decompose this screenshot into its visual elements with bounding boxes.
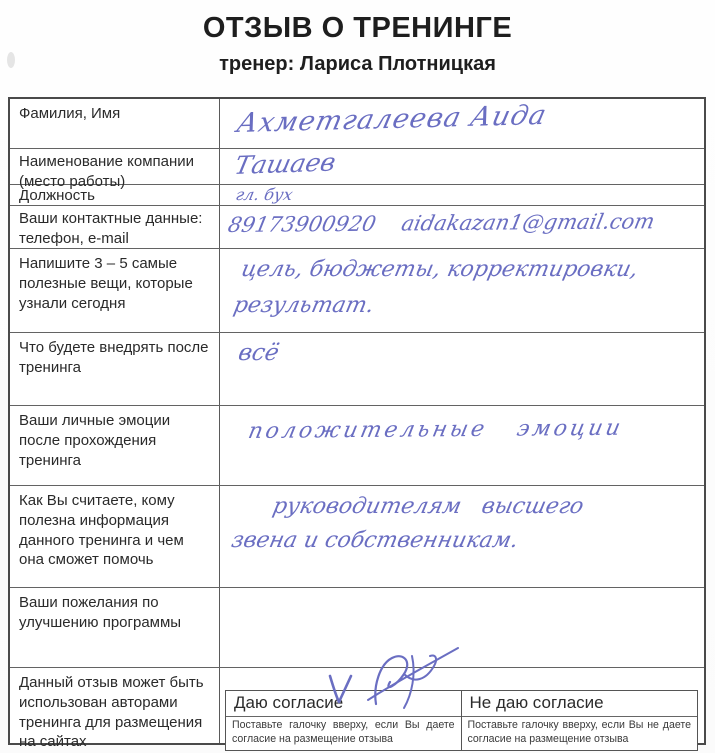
handwritten-email: aidakazan1@gmail.com bbox=[399, 209, 657, 236]
row-wishes bbox=[10, 587, 704, 667]
answer-name-cell bbox=[220, 99, 704, 148]
label-implement: Что будете внедрять после тренинга bbox=[10, 333, 220, 405]
label-consent: Данный отзыв может быть использован авторами тренинга для размещения на сайтах bbox=[10, 668, 220, 743]
consent-disagree-column bbox=[462, 691, 698, 750]
label-emotions: Ваши личные эмоции после прохождения тренинга bbox=[10, 406, 220, 485]
row-useful-things bbox=[10, 248, 704, 332]
handwritten-position: гл. бух bbox=[234, 185, 295, 204]
handwritten-who-benefits bbox=[220, 490, 587, 558]
label-wishes: Ваши пожелания по улучшению программы bbox=[10, 588, 220, 667]
answer-position-cell bbox=[220, 185, 704, 205]
consent-table bbox=[225, 690, 698, 751]
row-contacts bbox=[10, 205, 704, 248]
label-who-benefits: Как Вы считаете, кому полезна информация данного тренинга и чем она сможет помочь bbox=[10, 486, 220, 587]
handwritten-name: Ахметгалеева Аида bbox=[234, 99, 550, 139]
row-position bbox=[10, 184, 704, 205]
answer-useful-things-cell bbox=[220, 249, 704, 332]
consent-agree-note: Поставьте галочку вверху, если Вы даете согласие на размещение отзыва bbox=[232, 719, 455, 745]
row-emotions bbox=[10, 405, 704, 485]
form-title: ОТЗЫВ О ТРЕНИНГЕ bbox=[202, 12, 513, 44]
answer-who-benefits-cell bbox=[220, 486, 704, 587]
label-useful-things: Напишите 3 – 5 самые полезные вещи, которые узнали сегодня bbox=[10, 249, 220, 332]
handwritten-line: результат. bbox=[231, 293, 377, 318]
row-name bbox=[10, 99, 704, 148]
row-who-benefits bbox=[10, 485, 704, 587]
label-company: Наименование компании (место работы) bbox=[10, 149, 220, 184]
answer-wishes-cell bbox=[220, 588, 704, 667]
consent-disagree-note: Поставьте галочку вверху, если Вы не даете согласие на размещение отзыва bbox=[467, 719, 691, 745]
consent-agree-column bbox=[226, 691, 462, 750]
handwritten-contacts bbox=[226, 209, 657, 237]
answer-implement-cell bbox=[220, 333, 704, 405]
label-contacts: Ваши контактные данные: телефон, e-mail bbox=[10, 206, 220, 248]
label-position: Должность bbox=[10, 185, 220, 205]
row-consent bbox=[10, 667, 704, 751]
row-implement bbox=[10, 332, 704, 405]
handwritten-line: цель, бюджеты, корректировки, bbox=[238, 257, 641, 282]
feedback-table bbox=[8, 97, 706, 751]
consent-cell bbox=[220, 668, 704, 743]
answer-company-cell bbox=[220, 149, 704, 184]
consent-agree-label: Даю согласие bbox=[226, 691, 461, 717]
handwritten-implement: всё bbox=[236, 340, 282, 366]
handwritten-phone: 89173900920 bbox=[226, 211, 379, 237]
handwritten-emotions: положительные эмоции bbox=[246, 415, 626, 444]
document-header bbox=[0, 0, 715, 76]
row-company bbox=[10, 147, 704, 190]
answer-contacts-cell bbox=[220, 206, 704, 248]
consent-disagree-label: Не даю согласие bbox=[462, 691, 698, 717]
handwritten-line: руководителям высшего bbox=[270, 494, 586, 519]
handwritten-line: звена и собственникам. bbox=[229, 528, 521, 553]
scan-smudge bbox=[7, 52, 15, 68]
label-name: Фамилия, Имя bbox=[10, 99, 220, 148]
handwritten-useful-things bbox=[230, 252, 641, 324]
answer-emotions-cell bbox=[220, 406, 704, 485]
form-subtitle: тренер: Лариса Плотницкая bbox=[219, 53, 496, 75]
handwritten-company: Ташаев bbox=[232, 147, 339, 180]
